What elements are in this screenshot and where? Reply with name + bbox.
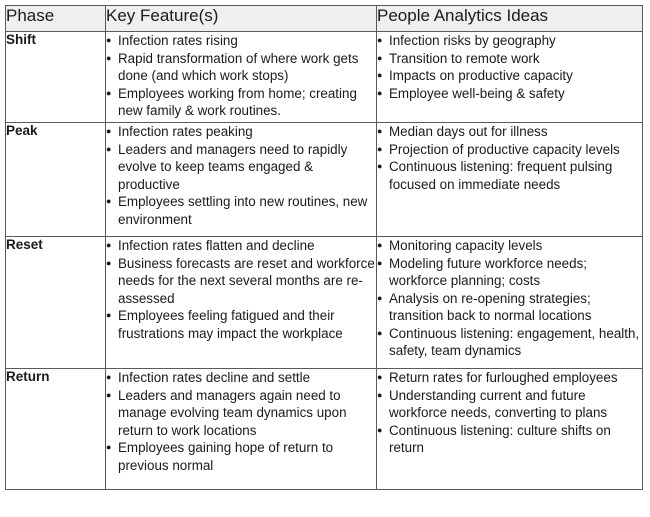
list-item: ● Employees gaining hope of return to previous normal [106,439,376,474]
features-cell [106,32,377,123]
list-item: ● Transition to remote work [377,50,642,68]
features-cell [106,123,377,237]
list-item: ● Modeling future workforce needs; workforce planning; costs [377,255,642,290]
list-item: ● Employees working from home; creating new family & work routines. [106,85,376,120]
header-people-analytics-ideas: People Analytics Ideas [377,6,643,32]
ideas-cell [377,32,643,123]
table-row-return [6,369,643,490]
list-item: ● Infection rates decline and settle [106,369,376,387]
phase-cell: Return [6,369,106,490]
phase-cell: Peak [6,123,106,237]
table-row-reset [6,237,643,369]
phase-cell: Reset [6,237,106,369]
features-list [106,369,376,474]
list-item: ● Projection of productive capacity levels [377,141,642,159]
list-item: ● Understanding current and future workforce needs, converting to plans [377,387,642,422]
ideas-list [377,237,642,360]
table-row-shift [6,32,643,123]
ideas-list [377,123,642,193]
ideas-cell [377,237,643,369]
header-row [6,6,643,32]
features-list [106,123,376,228]
list-item: ● Employee well-being & safety [377,85,642,103]
features-list [106,237,376,342]
list-item: ● Infection rates rising [106,32,376,50]
features-list [106,32,376,120]
table-row-peak [6,123,643,237]
list-item: ● Infection risks by geography [377,32,642,50]
list-item: ● Return rates for furloughed employees [377,369,642,387]
header-key-features: Key Feature(s) [106,6,377,32]
ideas-list [377,369,642,457]
list-item: ● Rapid transformation of where work gets done (and which work stops) [106,50,376,85]
ideas-cell [377,369,643,490]
list-item: ● Impacts on productive capacity [377,67,642,85]
phase-analytics-table [5,5,643,490]
list-item: ● Infection rates flatten and decline [106,237,376,255]
list-item: ● Analysis on re-opening strategies; transition back to normal locations [377,290,642,325]
list-item: ● Continuous listening: engagement, health, safety, team dynamics [377,325,642,360]
list-item: ● Leaders and managers need to rapidly evolve to keep teams engaged & productive [106,141,376,194]
ideas-list [377,32,642,102]
ideas-cell [377,123,643,237]
list-item: ● Continuous listening: culture shifts on return [377,422,642,457]
phase-cell: Shift [6,32,106,123]
list-item: ● Employees settling into new routines, new environment [106,193,376,228]
list-item: ● Business forecasts are reset and workforce needs for the next several months are re-assessed [106,255,376,308]
list-item: ● Median days out for illness [377,123,642,141]
list-item: ● Continuous listening: frequent pulsing focused on immediate needs [377,158,642,193]
list-item: ● Employees feeling fatigued and their frustrations may impact the workplace [106,307,376,342]
list-item: ● Infection rates peaking [106,123,376,141]
features-cell [106,369,377,490]
list-item: ● Monitoring capacity levels [377,237,642,255]
header-phase: Phase [6,6,106,32]
features-cell [106,237,377,369]
list-item: ● Leaders and managers again need to manage evolving team dynamics upon return to work locations [106,387,376,440]
